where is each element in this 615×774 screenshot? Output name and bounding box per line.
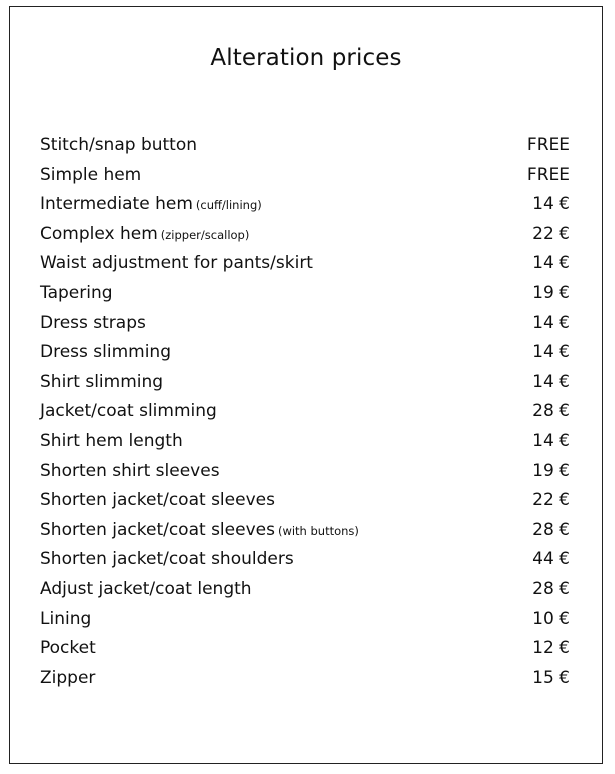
item-label: Zipper [40, 667, 96, 688]
page-title: Alteration prices [210, 45, 402, 71]
item-name [40, 249, 313, 279]
item-price: 19 € [532, 460, 570, 481]
item-price: 14 € [532, 253, 570, 274]
item-price: 15 € [532, 667, 570, 688]
item-price: 28 € [532, 519, 570, 540]
price-row-stitch-snap-button [40, 131, 570, 161]
item-price: 22 € [532, 490, 570, 511]
item-name [40, 486, 275, 516]
item-name [40, 575, 252, 605]
item-price: 12 € [532, 638, 570, 659]
item-name [40, 220, 249, 251]
price-row-shirt-hem-length [40, 427, 570, 457]
item-label: Stitch/snap button [40, 135, 198, 155]
item-name [40, 545, 294, 575]
item-name [40, 605, 91, 635]
item-price: 22 € [532, 223, 570, 244]
item-name [40, 664, 95, 694]
item-label: Complex hem [40, 223, 158, 244]
item-label: Tapering [40, 282, 113, 303]
item-note: (cuff/lining) [195, 198, 262, 213]
item-price: 19 € [532, 282, 570, 303]
price-row-lining [40, 605, 570, 635]
price-list [40, 131, 570, 693]
item-name [40, 131, 197, 161]
item-label: Pocket [40, 638, 96, 659]
item-label: Intermediate hem [40, 194, 193, 215]
item-label: Shorten jacket/coat sleeves [40, 490, 275, 511]
item-name [40, 338, 171, 368]
item-price: 14 € [532, 371, 570, 392]
item-label: Lining [40, 608, 92, 629]
item-label: Dress slimming [40, 342, 171, 363]
price-row-shorten-jacket-coat-sleeves-buttons [40, 516, 570, 546]
item-name [40, 397, 217, 427]
item-note: (zipper/scallop) [160, 227, 250, 242]
item-price: 14 € [532, 342, 570, 363]
item-price: FREE [526, 164, 570, 185]
item-label: Shirt hem length [40, 430, 183, 451]
item-name [40, 309, 146, 339]
price-row-pocket [40, 634, 570, 664]
price-row-simple-hem [40, 161, 570, 191]
item-label: Dress straps [40, 312, 146, 333]
item-label: Shirt slimming [40, 371, 164, 392]
price-row-dress-straps [40, 309, 570, 339]
item-name [40, 279, 113, 309]
price-row-adjust-jacket-coat-length [40, 575, 570, 605]
item-name [40, 427, 183, 457]
price-row-shorten-jacket-coat-shoulders [40, 545, 570, 575]
item-price: 28 € [532, 578, 570, 599]
item-price: 14 € [532, 312, 570, 333]
price-row-shorten-jacket-coat-sleeves [40, 486, 570, 516]
item-label: Shorten jacket/coat shoulders [40, 549, 294, 570]
price-row-dress-slimming [40, 338, 570, 368]
item-price: FREE [526, 135, 570, 155]
item-label: Shorten shirt sleeves [40, 460, 220, 481]
item-name [40, 161, 141, 191]
price-row-waist-adjustment [40, 249, 570, 279]
item-label: Adjust jacket/coat length [40, 578, 252, 599]
price-row-tapering [40, 279, 570, 309]
price-row-intermediate-hem [40, 190, 570, 220]
item-price: 10 € [532, 608, 570, 629]
item-name [40, 457, 220, 487]
item-name [40, 368, 163, 398]
item-price: 28 € [532, 401, 570, 422]
price-row-jacket-coat-slimming [40, 397, 570, 427]
item-name [40, 634, 96, 664]
item-name [40, 190, 262, 221]
item-label: Simple hem [40, 164, 142, 185]
item-price: 14 € [532, 194, 570, 215]
item-name [40, 516, 359, 547]
price-sheet-frame [9, 6, 603, 764]
item-label: Waist adjustment for pants/skirt [40, 253, 313, 274]
item-price: 14 € [532, 430, 570, 451]
price-row-zipper [40, 664, 570, 694]
item-label: Jacket/coat slimming [40, 401, 217, 422]
item-note: (with buttons) [277, 523, 359, 538]
item-label: Shorten jacket/coat sleeves [40, 519, 275, 540]
price-row-complex-hem [40, 220, 570, 250]
price-row-shirt-slimming [40, 368, 570, 398]
item-price: 44 € [532, 549, 570, 570]
price-row-shorten-shirt-sleeves [40, 457, 570, 487]
